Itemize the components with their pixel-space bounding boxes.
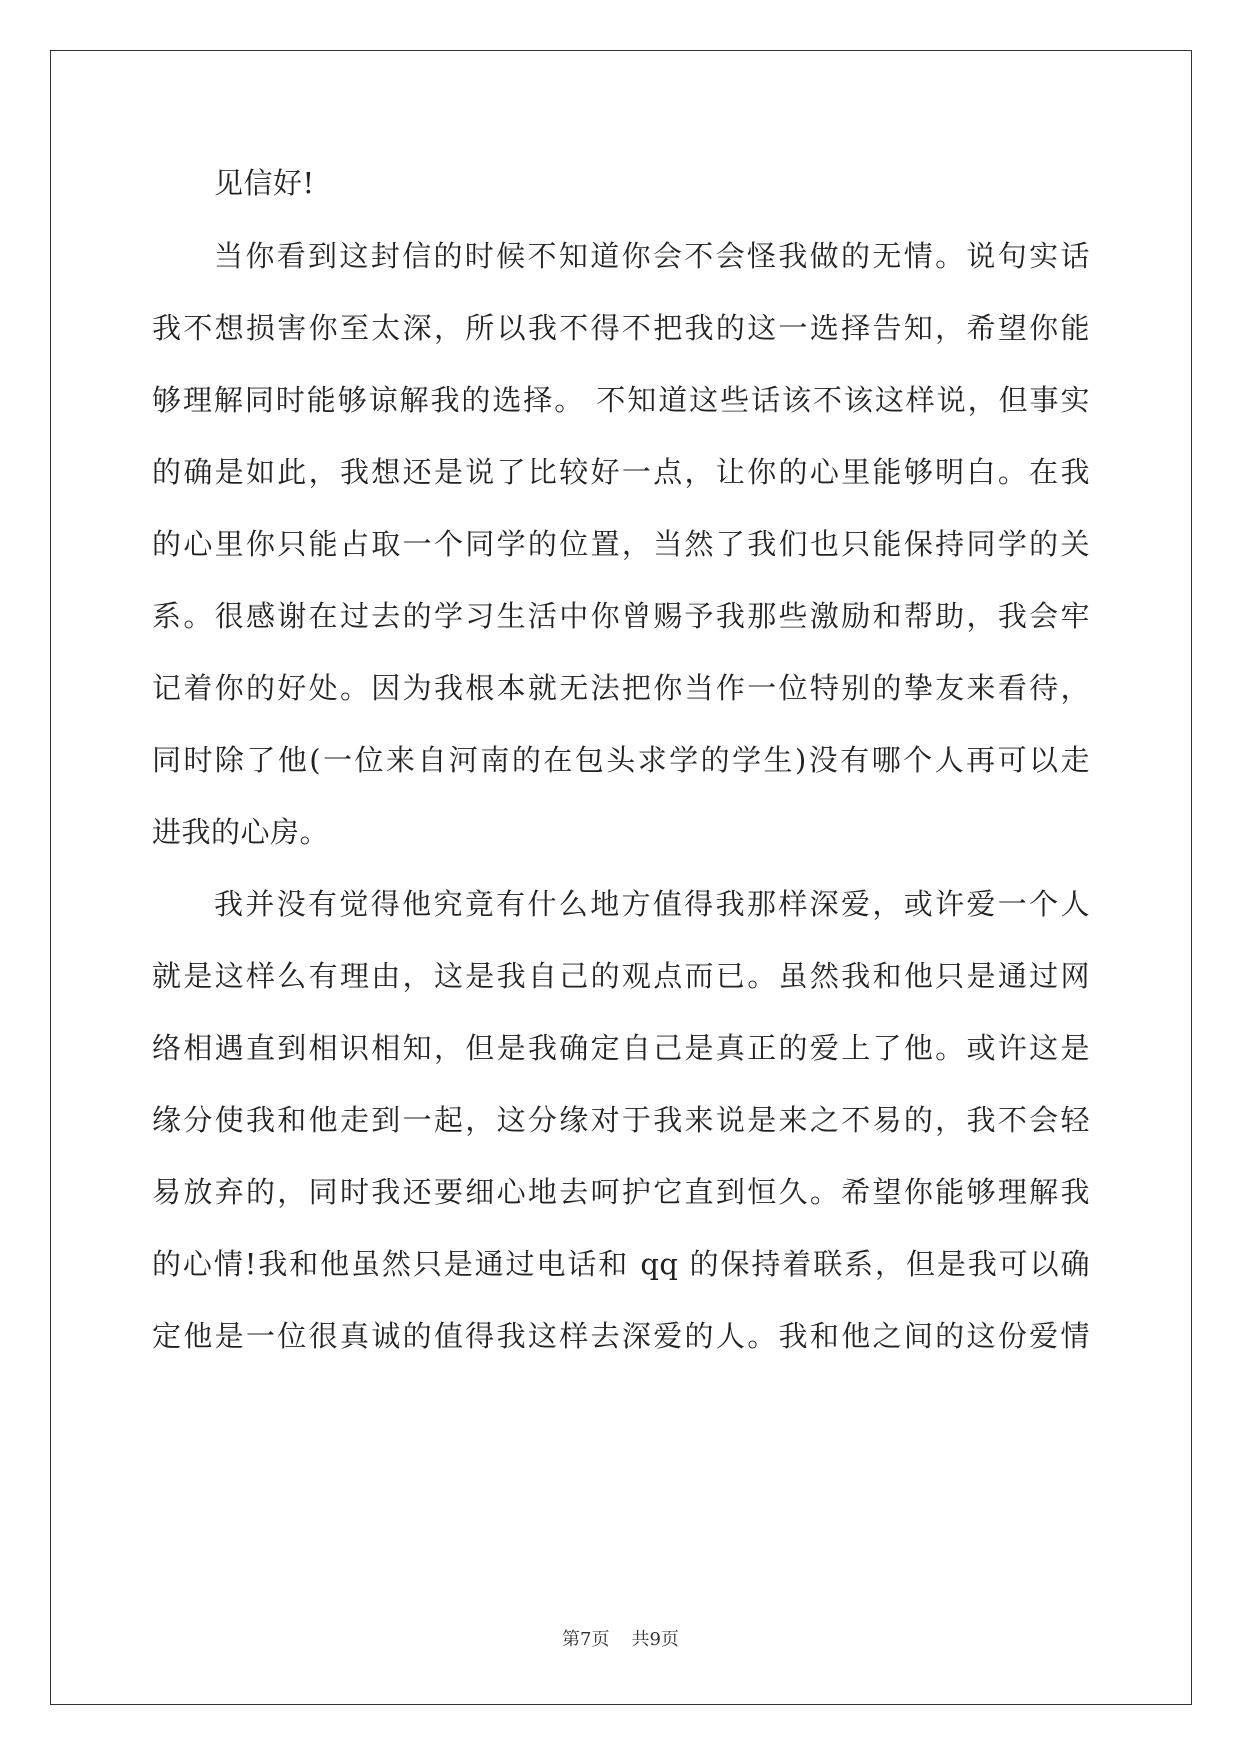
paragraph-1-line-1: 当你看到这封信的时候不知道你会不会怪我做的无情。说句实话 [214,239,1090,273]
paragraph-2-line-1: 我并没有觉得他究竟有什么地方值得我那样深爱，或许爱一个人 [214,887,1090,921]
page-number-current: 第7页 [562,1629,610,1650]
paragraph-1-line-6: 系。很感谢在过去的学习生活中你曾赐予我那些激励和帮助，我会牢 [152,599,1090,633]
paragraph-1-line-8: 同时除了他(一位来自河南的在包头求学的学生)没有哪个人再可以走 [152,743,1090,777]
paragraph-2-line-5: 易放弃的，同时我还要细心地去呵护它直到恒久。希望你能够理解我 [152,1175,1090,1209]
paragraph-1-line-3: 够理解同时能够谅解我的选择。 不知道这些话该不该这样说，但事实 [152,383,1090,417]
paragraph-2-line-3: 络相遇直到相识相知，但是我确定自己是真正的爱上了他。或许这是 [152,1031,1090,1065]
page-footer [0,1625,1241,1651]
paragraph-1-line-9: 进我的心房。 [152,815,330,849]
paragraph-2-line-4: 缘分使我和他走到一起，这分缘对于我来说是来之不易的，我不会轻 [152,1103,1090,1137]
paragraph-2-line-6: 的心情!我和他虽然只是通过电话和 qq 的保持着联系，但是我可以确 [152,1247,1090,1281]
paragraph-1-line-2: 我不想损害你至太深，所以我不得不把我的这一选择告知，希望你能 [152,311,1090,345]
salutation: 见信好! [214,166,315,200]
paragraph-2-line-2: 就是这样么有理由，这是我自己的观点而已。虽然我和他只是通过网 [152,959,1090,993]
paragraph-1-line-5: 的心里你只能占取一个同学的位置，当然了我们也只能保持同学的关 [152,527,1090,561]
page-number-total: 共9页 [631,1629,679,1650]
page-border [50,50,1192,1705]
paragraph-1-line-4: 的确是如此，我想还是说了比较好一点，让你的心里能够明白。在我 [152,455,1090,489]
paragraph-1-line-7: 记着你的好处。因为我根本就无法把你当作一位特别的挚友来看待， [152,671,1090,705]
paragraph-2-line-7: 定他是一位很真诚的值得我这样去深爱的人。我和他之间的这份爱情 [152,1319,1090,1353]
